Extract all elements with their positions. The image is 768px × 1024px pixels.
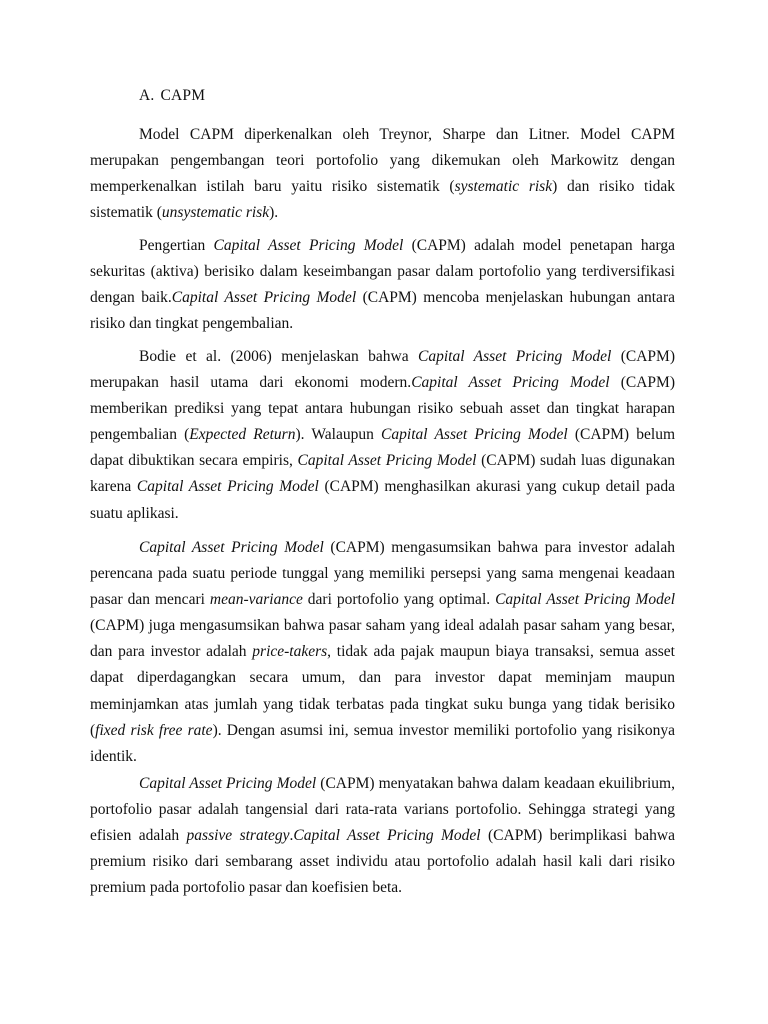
italic-term: unsystematic risk [161, 204, 270, 222]
text-run: (CAPM) berimplikasi bahwa premium risiko dari sembarang asset individu atau portofolio adalah hasil kali dari risiko premium pada portofolio pasar dan koefisien beta. [90, 827, 675, 897]
paragraph-capm-introduction [90, 122, 675, 226]
italic-term: Capital Asset Pricing Model [381, 426, 568, 444]
text-run: ) dan risiko tidak sistematik ( [90, 178, 676, 222]
text-run: (CAPM) sudah luas digunakan karena [90, 452, 675, 496]
text-run: (CAPM) memberikan prediksi yang tepat antara hubungan risiko sebuah asset dan tingkat harapan pengembalian ( [90, 374, 675, 444]
italic-term: mean-variance [209, 591, 303, 609]
italic-term: Capital Asset Pricing Model [171, 289, 357, 307]
paragraph-capm-equilibrium [90, 771, 675, 901]
italic-term: fixed risk free rate [95, 721, 213, 739]
text-run: (CAPM) mencoba menjelaskan hubungan antara risiko dan tingkat pengembalian. [90, 289, 675, 333]
text-run: dari portofolio yang optimal. [302, 591, 496, 609]
italic-term: Capital Asset Pricing Model [495, 591, 676, 609]
text-run: Bodie et al. (2006) menjelaskan bahwa [139, 348, 419, 365]
text-run: ). Dengan asumsi ini, semua investor memiliki portofolio yang risikonya identik. [90, 721, 675, 765]
italic-term: Capital Asset Pricing Model [213, 237, 404, 254]
text-run: (CAPM) menyatakan bahwa dalam keadaan ekuilibrium, portofolio pasar adalah tangensial dari rata-rata varians portofolio. Sehingga strategi yang efisien adalah [90, 775, 675, 845]
italic-term: Capital Asset Pricing Model [418, 348, 612, 365]
paragraph-capm-assumptions [90, 535, 675, 770]
italic-term: Capital Asset Pricing Model [139, 539, 324, 556]
text-run: , tidak ada pajak maupun biaya transaksi, semua asset dapat diperdagangkan secara umum, dan para investor dapat meminjam maupun meminjamkan atas jumlah yang tidak terbatas pada tingkat suku bunga yang tidak berisiko ( [90, 643, 675, 739]
italic-term: Capital Asset Pricing Model [293, 827, 481, 845]
italic-term: Capital Asset Pricing Model [136, 478, 319, 496]
italic-term: Capital Asset Pricing Model [411, 374, 610, 392]
italic-term: Expected Return [189, 426, 296, 444]
text-run: ). [269, 204, 279, 222]
text-run: (CAPM) merupakan hasil utama dari ekonomi modern. [90, 348, 675, 392]
italic-term: systematic risk [454, 178, 553, 196]
text-run: . [289, 827, 294, 845]
italic-term: passive strategy [186, 827, 290, 845]
paragraph-bodie-et-al [90, 344, 675, 527]
section-title: CAPM [160, 87, 206, 104]
text-run: (CAPM) menghasilkan akurasi yang cukup detail pada suatu aplikasi. [90, 478, 675, 522]
text-run: (CAPM) juga mengasumsikan bahwa pasar saham yang ideal adalah pasar saham yang besar, dan para investor adalah [90, 617, 675, 661]
italic-term: price-takers [252, 643, 328, 661]
italic-term: Capital Asset Pricing Model [139, 775, 317, 792]
text-run: Pengertian [139, 237, 214, 254]
italic-term: Capital Asset Pricing Model [297, 452, 477, 470]
text-run: ). Walaupun [295, 426, 382, 444]
text-run: (CAPM) belum dapat dibuktikan secara empiris, [90, 426, 676, 470]
text-run: Model CAPM diperkenalkan oleh Treynor, Sharpe dan Litner. Model CAPM merupakan pengembangan teori portofolio yang dikemukan oleh Markowitz dengan memperkenalkan istilah baru yaitu risiko sistematik ( [90, 126, 675, 196]
text-run: (CAPM) mengasumsikan bahwa para investor adalah perencana pada suatu periode tunggal yang memiliki persepsi yang sama mengenai keadaan pasar dan mencari [90, 539, 675, 609]
paragraph-capm-definition [90, 233, 675, 337]
text-run: (CAPM) adalah model penetapan harga sekuritas (aktiva) berisiko dalam keseimbangan pasar dalam portofolio yang terdiversifikasi dengan baik. [90, 237, 675, 307]
section-heading [139, 86, 205, 106]
section-number: A. [139, 87, 155, 104]
